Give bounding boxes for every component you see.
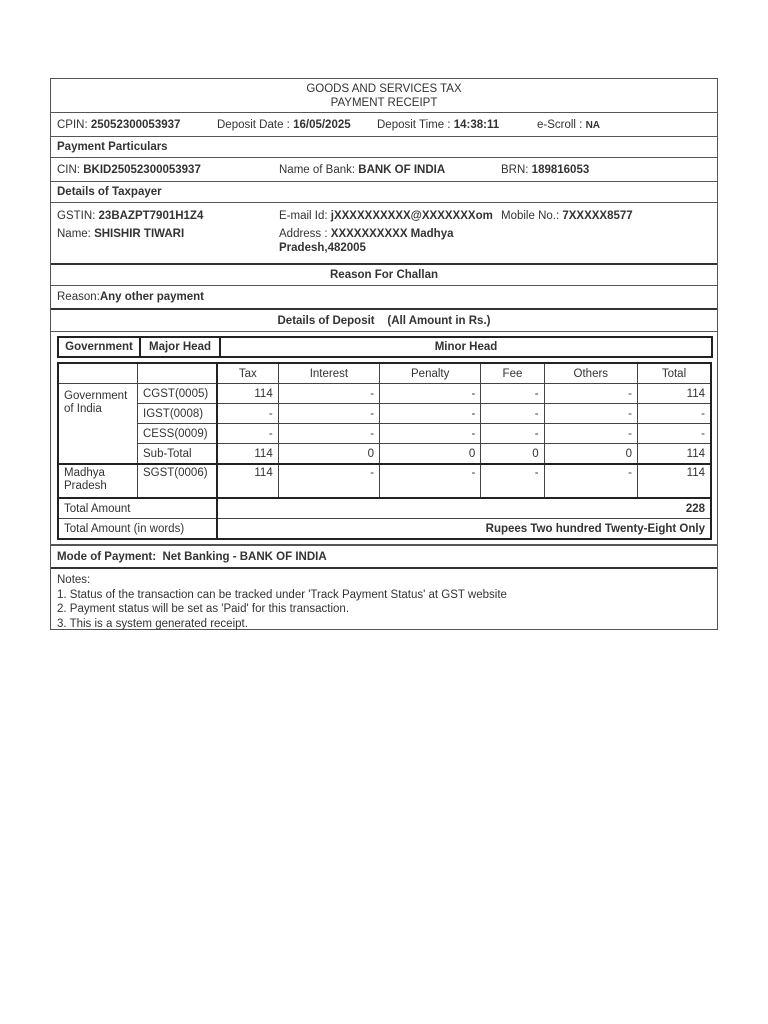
total-row bbox=[58, 498, 711, 519]
reason-row bbox=[51, 286, 717, 310]
cell: 114 bbox=[217, 464, 278, 498]
total-amount: 228 bbox=[217, 498, 711, 519]
total-label: Total Amount bbox=[58, 498, 217, 519]
col-fee: Fee bbox=[481, 363, 544, 384]
cell: - bbox=[544, 404, 637, 424]
deposit-head-table bbox=[57, 336, 713, 358]
cell: 0 bbox=[481, 444, 544, 465]
gstin: GSTIN: 23BAZPT7901H1Z4 bbox=[57, 210, 204, 222]
deposit-time: Deposit Time : 14:38:11 bbox=[377, 118, 500, 131]
mode-value: Net Banking - BANK OF INDIA bbox=[162, 550, 327, 563]
mode-of-payment bbox=[51, 545, 717, 569]
taxpayer-name: Name: SHISHIR TIWARI bbox=[57, 228, 185, 240]
head-government: Government bbox=[58, 337, 140, 357]
col-others: Others bbox=[544, 363, 637, 384]
cell: - bbox=[278, 424, 379, 444]
payment-receipt bbox=[50, 78, 718, 630]
deposit-heading: Details of Deposit (All Amount in Rs.) bbox=[51, 310, 717, 332]
mobile: Mobile No.: 7XXXXX8577 bbox=[501, 210, 633, 222]
note-item: 3. This is a system generated receipt. bbox=[57, 617, 248, 630]
notes bbox=[51, 569, 717, 629]
deposit-table bbox=[57, 362, 712, 540]
payment-particulars-heading: Payment Particulars bbox=[51, 137, 717, 158]
table-row bbox=[58, 424, 711, 444]
major-head: IGST(0008) bbox=[138, 404, 218, 424]
mode-label: Mode of Payment: bbox=[57, 550, 163, 563]
cell: 0 bbox=[544, 444, 637, 465]
subtotal-row bbox=[58, 444, 711, 465]
cell: - bbox=[278, 384, 379, 404]
words-row bbox=[58, 519, 711, 540]
reason-label: Reason: bbox=[57, 291, 100, 303]
cell: 114 bbox=[217, 444, 278, 465]
cell: - bbox=[380, 424, 481, 444]
col-interest: Interest bbox=[278, 363, 379, 384]
col-total: Total bbox=[638, 363, 712, 384]
cell: - bbox=[481, 404, 544, 424]
header-line-1: GOODS AND SERVICES TAX bbox=[306, 83, 462, 95]
email: E-mail Id: jXXXXXXXXXX@XXXXXXXom bbox=[279, 210, 493, 222]
cell: 114 bbox=[638, 444, 712, 465]
cell: - bbox=[217, 404, 278, 424]
deposit-info-row bbox=[51, 113, 717, 137]
brn: BRN: 189816053 bbox=[501, 163, 590, 176]
cell: - bbox=[380, 404, 481, 424]
cell: 114 bbox=[638, 464, 712, 498]
cell: - bbox=[481, 424, 544, 444]
deposit-column-header bbox=[58, 363, 711, 384]
deposit-section bbox=[51, 310, 717, 545]
cin: CIN: BKID25052300053937 bbox=[57, 163, 201, 176]
cell: - bbox=[638, 424, 712, 444]
cell: - bbox=[544, 464, 637, 498]
cell: - bbox=[544, 424, 637, 444]
deposit-date: Deposit Date : 16/05/2025 bbox=[217, 118, 351, 131]
cell: - bbox=[380, 464, 481, 498]
payment-particulars-row bbox=[51, 158, 717, 182]
major-head: CGST(0005) bbox=[138, 384, 218, 404]
cell: - bbox=[544, 384, 637, 404]
cell: 0 bbox=[278, 444, 379, 465]
head-minor: Minor Head bbox=[220, 337, 712, 357]
table-row bbox=[58, 404, 711, 424]
cell: - bbox=[278, 464, 379, 498]
cell: - bbox=[278, 404, 379, 424]
taxpayer-heading: Details of Taxpayer bbox=[51, 182, 717, 203]
reason-heading: Reason For Challan bbox=[51, 265, 717, 286]
reason-value: Any other payment bbox=[99, 291, 205, 303]
words-amount: Rupees Two hundred Twenty-Eight Only bbox=[217, 519, 711, 540]
head-major: Major Head bbox=[140, 337, 220, 357]
receipt-header bbox=[51, 79, 717, 113]
cell: 114 bbox=[217, 384, 278, 404]
cell: 114 bbox=[638, 384, 712, 404]
cell: - bbox=[380, 384, 481, 404]
note-item: 2. Payment status will be set as 'Paid' for this transaction. bbox=[57, 603, 350, 615]
words-label: Total Amount (in words) bbox=[58, 519, 217, 540]
cell: - bbox=[481, 464, 544, 498]
major-head: Sub-Total bbox=[138, 444, 218, 465]
govt-state: Madhya Pradesh bbox=[58, 464, 138, 498]
major-head: SGST(0006) bbox=[138, 464, 218, 498]
header-line-2: PAYMENT RECEIPT bbox=[330, 97, 438, 109]
cpin: CPIN: 25052300053937 bbox=[57, 118, 181, 131]
note-item: 1. Status of the transaction can be tracked under 'Track Payment Status' at GST website bbox=[57, 588, 507, 601]
govt-india: Government of India bbox=[58, 384, 138, 465]
col-penalty: Penalty bbox=[380, 363, 481, 384]
taxpayer-details bbox=[51, 203, 717, 265]
major-head: CESS(0009) bbox=[138, 424, 218, 444]
cell: - bbox=[638, 404, 712, 424]
notes-title: Notes: bbox=[57, 574, 91, 586]
e-scroll: e-Scroll : NA bbox=[537, 118, 601, 131]
cell: - bbox=[217, 424, 278, 444]
cell: - bbox=[481, 384, 544, 404]
cell: 0 bbox=[380, 444, 481, 465]
col-tax: Tax bbox=[217, 363, 278, 384]
table-row bbox=[58, 464, 711, 498]
bank-name: Name of Bank: BANK OF INDIA bbox=[279, 163, 446, 176]
address: Address : XXXXXXXXXX Madhya Pradesh,482005 bbox=[279, 228, 454, 254]
table-row bbox=[58, 384, 711, 404]
